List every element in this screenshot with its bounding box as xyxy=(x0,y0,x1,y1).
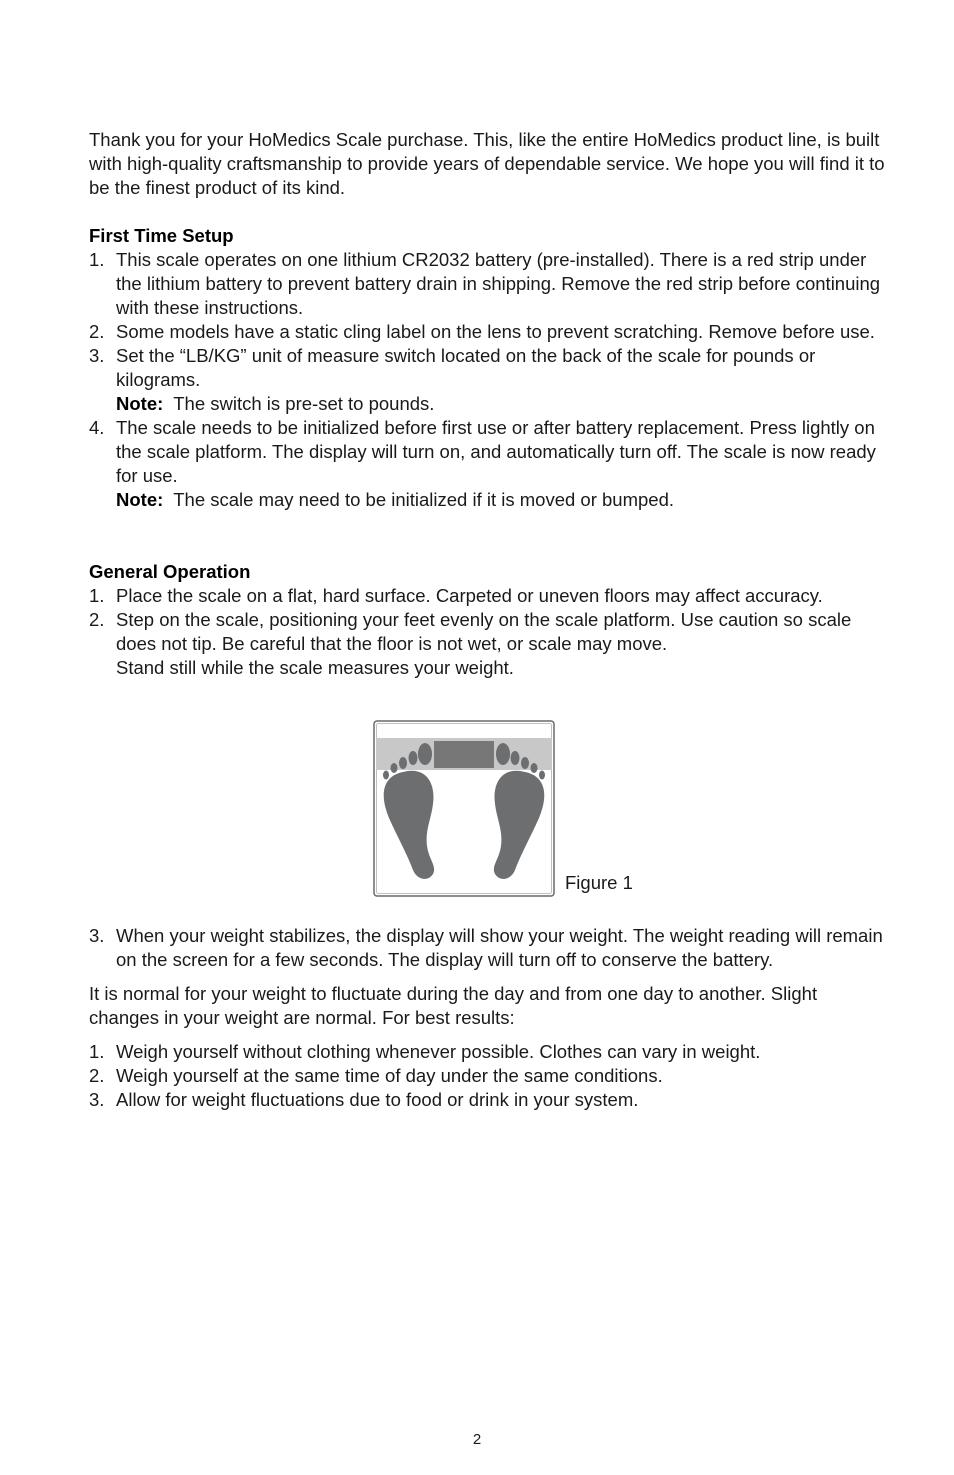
list-number: 2. xyxy=(89,321,105,342)
tip-text: Weigh yourself without clothing whenever possible. Clothes can vary in weight. xyxy=(116,1041,761,1062)
list-number: 3. xyxy=(89,345,105,366)
page-number: 2 xyxy=(472,1431,482,1448)
setup-step-2 xyxy=(89,320,889,344)
operation-list xyxy=(89,584,889,680)
operation-list-continued xyxy=(89,924,889,972)
step-text: Place the scale on a flat, hard surface. Carpeted or uneven floors may affect accuracy. xyxy=(116,585,823,606)
step-text: This scale operates on one lithium CR2032 battery (pre-installed). There is a red strip under the lithium battery to prevent battery drain in shipping. Remove the red strip before continuing with these instructions. xyxy=(116,249,881,318)
list-number: 1. xyxy=(89,585,105,606)
list-number: 3. xyxy=(89,1089,105,1110)
step-text: The scale needs to be initialized before first use or after battery replacement. Press lightly on the scale platform. The display will turn on, and automatically turn off. The scale is now ready for use. xyxy=(116,417,876,486)
fluctuation-paragraph: It is normal for your weight to fluctuate during the day and from one day to another. Slight changes in your weight are normal. For best results: xyxy=(89,983,818,1028)
scale-display xyxy=(434,741,494,768)
list-number: 1. xyxy=(89,1041,105,1062)
tips-list xyxy=(89,1040,889,1112)
note xyxy=(116,488,889,512)
operation-step-2 xyxy=(89,608,889,680)
setup-step-4 xyxy=(89,416,889,512)
operation-step-3 xyxy=(89,924,889,972)
manual-page xyxy=(89,128,889,1112)
note-text: The scale may need to be initialized if it is moved or bumped. xyxy=(173,489,675,510)
tip-text: Allow for weight fluctuations due to food or drink in your system. xyxy=(116,1089,639,1110)
general-operation-heading: General Operation xyxy=(89,561,251,582)
step-extra-text: Stand still while the scale measures your weight. xyxy=(116,657,514,678)
list-number: 4. xyxy=(89,417,105,438)
general-operation-section xyxy=(89,560,889,1112)
note xyxy=(116,392,889,416)
list-number: 2. xyxy=(89,609,105,630)
operation-step-1 xyxy=(89,584,889,608)
setup-step-1 xyxy=(89,248,889,320)
figure-1 xyxy=(89,720,889,898)
step-text: Some models have a static cling label on the lens to prevent scratching. Remove before use. xyxy=(116,321,875,342)
list-number: 2. xyxy=(89,1065,105,1086)
note-text: The switch is pre-set to pounds. xyxy=(173,393,435,414)
tip-item-2 xyxy=(89,1064,889,1088)
step-text: When your weight stabilizes, the display will show your weight. The weight reading will remain on the screen for a few seconds. The display will turn off to conserve the battery. xyxy=(116,925,883,970)
tip-item-1 xyxy=(89,1040,889,1064)
intro-paragraph: Thank you for your HoMedics Scale purchase. This, like the entire HoMedics product line, is built with high-quality craftsmanship to provide years of dependable service. We hope you will find it to be the finest product of its kind. xyxy=(89,129,885,198)
first-time-setup-heading: First Time Setup xyxy=(89,225,234,246)
bathroom-scale-illustration xyxy=(373,720,555,897)
step-text: Set the “LB/KG” unit of measure switch located on the back of the scale for pounds or kilograms. xyxy=(116,345,816,390)
setup-list xyxy=(89,248,889,512)
figure-caption: Figure 1 xyxy=(565,872,633,893)
note-label: Note: xyxy=(116,489,164,510)
list-number: 1. xyxy=(89,249,105,270)
step-text: Step on the scale, positioning your feet evenly on the scale platform. Use caution so scale does not tip. Be careful that the floor is not wet, or scale may move. xyxy=(116,609,852,654)
note-label: Note: xyxy=(116,393,164,414)
tip-item-3 xyxy=(89,1088,889,1112)
list-number: 3. xyxy=(89,925,105,946)
tip-text: Weigh yourself at the same time of day under the same conditions. xyxy=(116,1065,663,1086)
setup-step-3 xyxy=(89,344,889,416)
